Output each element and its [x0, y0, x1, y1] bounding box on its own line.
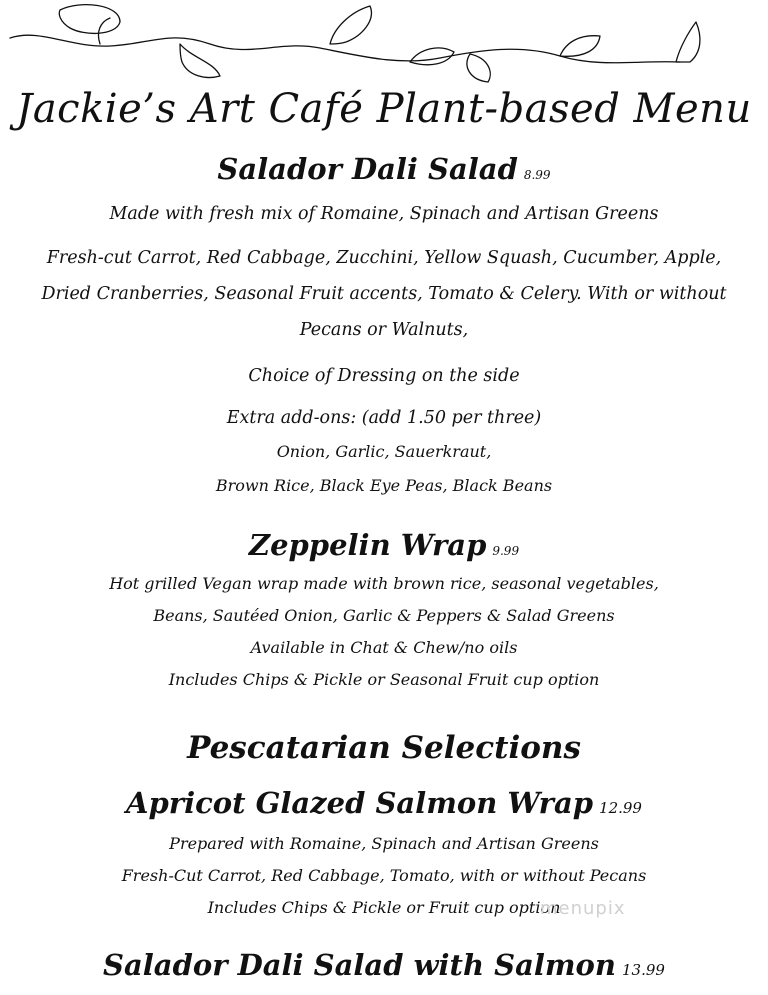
dish-price: 12.99	[599, 799, 642, 817]
dish-description-line: Includes Chips & Pickle or Fruit cup option	[207, 898, 561, 917]
dish-description-line: Dried Cranberries, Seasonal Fruit accents, Tomato & Celery. With or without	[41, 284, 727, 304]
dish-description-line: Available in Chat & Chew/no oils	[250, 638, 518, 657]
dish-description-line: Fresh-cut Carrot, Red Cabbage, Zucchini, Yellow Squash, Cucumber, Apple,	[46, 248, 722, 268]
dish-description-line: Brown Rice, Black Eye Peas, Black Beans	[215, 476, 553, 495]
dish-description-line: Beans, Sautéed Onion, Garlic & Peppers & Salad Greens	[153, 606, 615, 625]
dish-heading	[0, 152, 768, 186]
dish-description-line: Includes Chips & Pickle or Seasonal Fruit cup option	[168, 670, 600, 689]
dish-name: Salador Dali Salad	[217, 152, 518, 186]
dish-price: 13.99	[621, 961, 665, 979]
dish-price: 8.99	[523, 168, 551, 182]
leaf-vine-decoration	[0, 0, 768, 95]
dish-description-line: Prepared with Romaine, Spinach and Artisan Greens	[169, 834, 599, 853]
dish-name: Salador Dali Salad with Salmon	[103, 948, 616, 982]
dish-heading	[0, 948, 768, 982]
dish-description-line: Extra add-ons: (add 1.50 per three)	[226, 408, 542, 428]
dish-description-line: Hot grilled Vegan wrap made with brown rice, seasonal vegetables,	[109, 574, 659, 593]
watermark: menupix	[540, 898, 626, 919]
dish-description-line: Pecans or Walnuts,	[299, 320, 469, 340]
menu-title: Jackie’s Art Café Plant-based Menu	[16, 86, 752, 132]
dish-description-line: Fresh-Cut Carrot, Red Cabbage, Tomato, with or without Pecans	[121, 866, 647, 885]
dish-description-line: Made with fresh mix of Romaine, Spinach and Artisan Greens	[109, 204, 659, 224]
dish-price: 9.99	[492, 544, 520, 558]
dish-name: Zeppelin Wrap	[248, 528, 487, 562]
dish-description-line: Choice of Dressing on the side	[248, 366, 520, 386]
dish-description-line: Onion, Garlic, Sauerkraut,	[276, 442, 492, 461]
dish-heading	[0, 786, 768, 820]
section-heading: Pescatarian Selections	[187, 730, 581, 766]
dish-name: Apricot Glazed Salmon Wrap	[126, 786, 594, 820]
dish-heading	[0, 528, 768, 562]
